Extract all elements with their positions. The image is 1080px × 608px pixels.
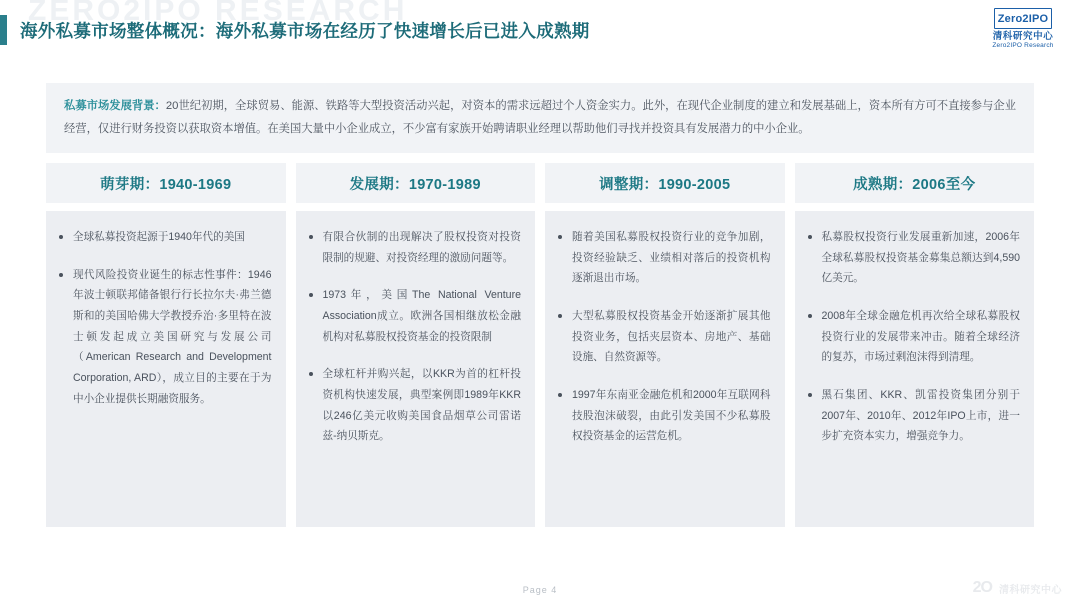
list-item: 私募股权投资行业发展重新加速，2006年全球私募股权投资基金募集总额达到4,590亿美元。	[807, 227, 1021, 289]
header-accent-bar	[0, 15, 7, 45]
logo-chinese-name: 清科研究中心	[992, 31, 1054, 42]
page-title: 海外私募市场整体概况：海外私募市场在经历了快速增长后已进入成熟期	[20, 20, 590, 41]
phase-column-2	[296, 163, 536, 527]
background-watermark: ZERO2IPO RESEARCH	[28, 0, 408, 27]
phase-bullet-list-3	[557, 227, 771, 447]
logo-mark-two: 2	[1022, 13, 1029, 25]
intro-body-text: 20世纪初期，全球贸易、能源、铁路等大型投资活动兴起，对资本的需求远超过个人资金实力。此外，在现代企业制度的建立和发展基础上，资本所有方可不直接参与企业经营，仅进行财务投资以获取资本增值。在美国大量中小企业成立，不少富有家族开始聘请职业经理以帮助他们寻找并投资具有发展潜力的中小企业。	[64, 100, 1016, 135]
phase-bullet-list-2	[308, 227, 522, 447]
phase-columns	[46, 163, 1034, 527]
phase-title-2: 发展期：1970-1989	[296, 163, 536, 203]
list-item: 大型私募股权投资基金开始逐渐扩展其他投资业务，包括夹层资本、房地产、基础设施、自然资源等。	[557, 306, 771, 368]
footer-logo-chinese-name: 清科研究中心	[999, 584, 1062, 596]
logo-mark-ipo: IPO	[1028, 13, 1049, 25]
logo-mark	[994, 8, 1053, 29]
phase-bullet-list-1	[58, 227, 272, 409]
phase-column-1	[46, 163, 286, 527]
logo-mark-zero: Zero	[997, 13, 1023, 25]
list-item: 黑石集团、KKR、凯雷投资集团分别于2007年、2010年、2012年IPO上市，进一步扩充资本实力，增强竞争力。	[807, 385, 1021, 447]
page-number: Page 4	[522, 585, 558, 595]
list-item: 随着美国私募股权投资行业的竞争加剧，投资经验缺乏、业绩相对落后的投资机构逐渐退出市场。	[557, 227, 771, 289]
list-item: 全球杠杆并购兴起，以KKR为首的杠杆投资机构快速发展，典型案例即1989年KKR以246亿美元收购美国食品烟草公司雷诺兹-纳贝斯克。	[308, 364, 522, 447]
list-item: 现代风险投资业诞生的标志性事件：1946年波士顿联邦储备银行行长拉尔夫·弗兰德斯和的美国哈佛大学教授乔治·多里特在波士顿发起成立美国研究与发展公司（American Research and Development Corporation, ARD），成立目的主要在于为中小企业提供长期融资服务。	[58, 265, 272, 410]
list-item: 有限合伙制的出现解决了股权投资对投资限制的规避、对投资经理的激励问题等。	[308, 227, 522, 268]
list-item: 全球私募投资起源于1940年代的美国	[58, 227, 272, 248]
intro-paragraph	[64, 95, 1016, 140]
phase-column-3	[545, 163, 785, 527]
phase-body-4	[795, 211, 1035, 527]
intro-panel	[46, 83, 1034, 153]
phase-bullet-list-4	[807, 227, 1021, 447]
list-item: 2008年全球金融危机再次给全球私募股权投资行业的发展带来冲击。随着全球经济的复苏，市场过剩泡沫得到清理。	[807, 306, 1021, 368]
intro-lead-label: 私募市场发展背景：	[64, 100, 166, 112]
phase-column-4	[795, 163, 1035, 527]
phase-body-1	[46, 211, 286, 527]
phase-title-1: 萌芽期：1940-1969	[46, 163, 286, 203]
phase-body-3	[545, 211, 785, 527]
footer-logo	[973, 579, 1062, 597]
list-item: 1997年东南亚金融危机和2000年互联网科技股泡沫破裂，由此引发美国不少私募股权投资基金的运营危机。	[557, 385, 771, 447]
phase-title-3: 调整期：1990-2005	[545, 163, 785, 203]
logo-english-name: Zero2IPO Research	[992, 41, 1054, 49]
list-item: 1973年，美国The National Venture Association成立。欧洲各国相继放松金融机构对私募股权投资基金的投资限制	[308, 285, 522, 347]
brand-logo	[980, 8, 1066, 49]
slide-header	[0, 12, 1080, 48]
phase-title-4: 成熟期：2006至今	[795, 163, 1035, 203]
phase-body-2	[296, 211, 536, 527]
footer-logo-mark: 2O	[972, 579, 992, 596]
